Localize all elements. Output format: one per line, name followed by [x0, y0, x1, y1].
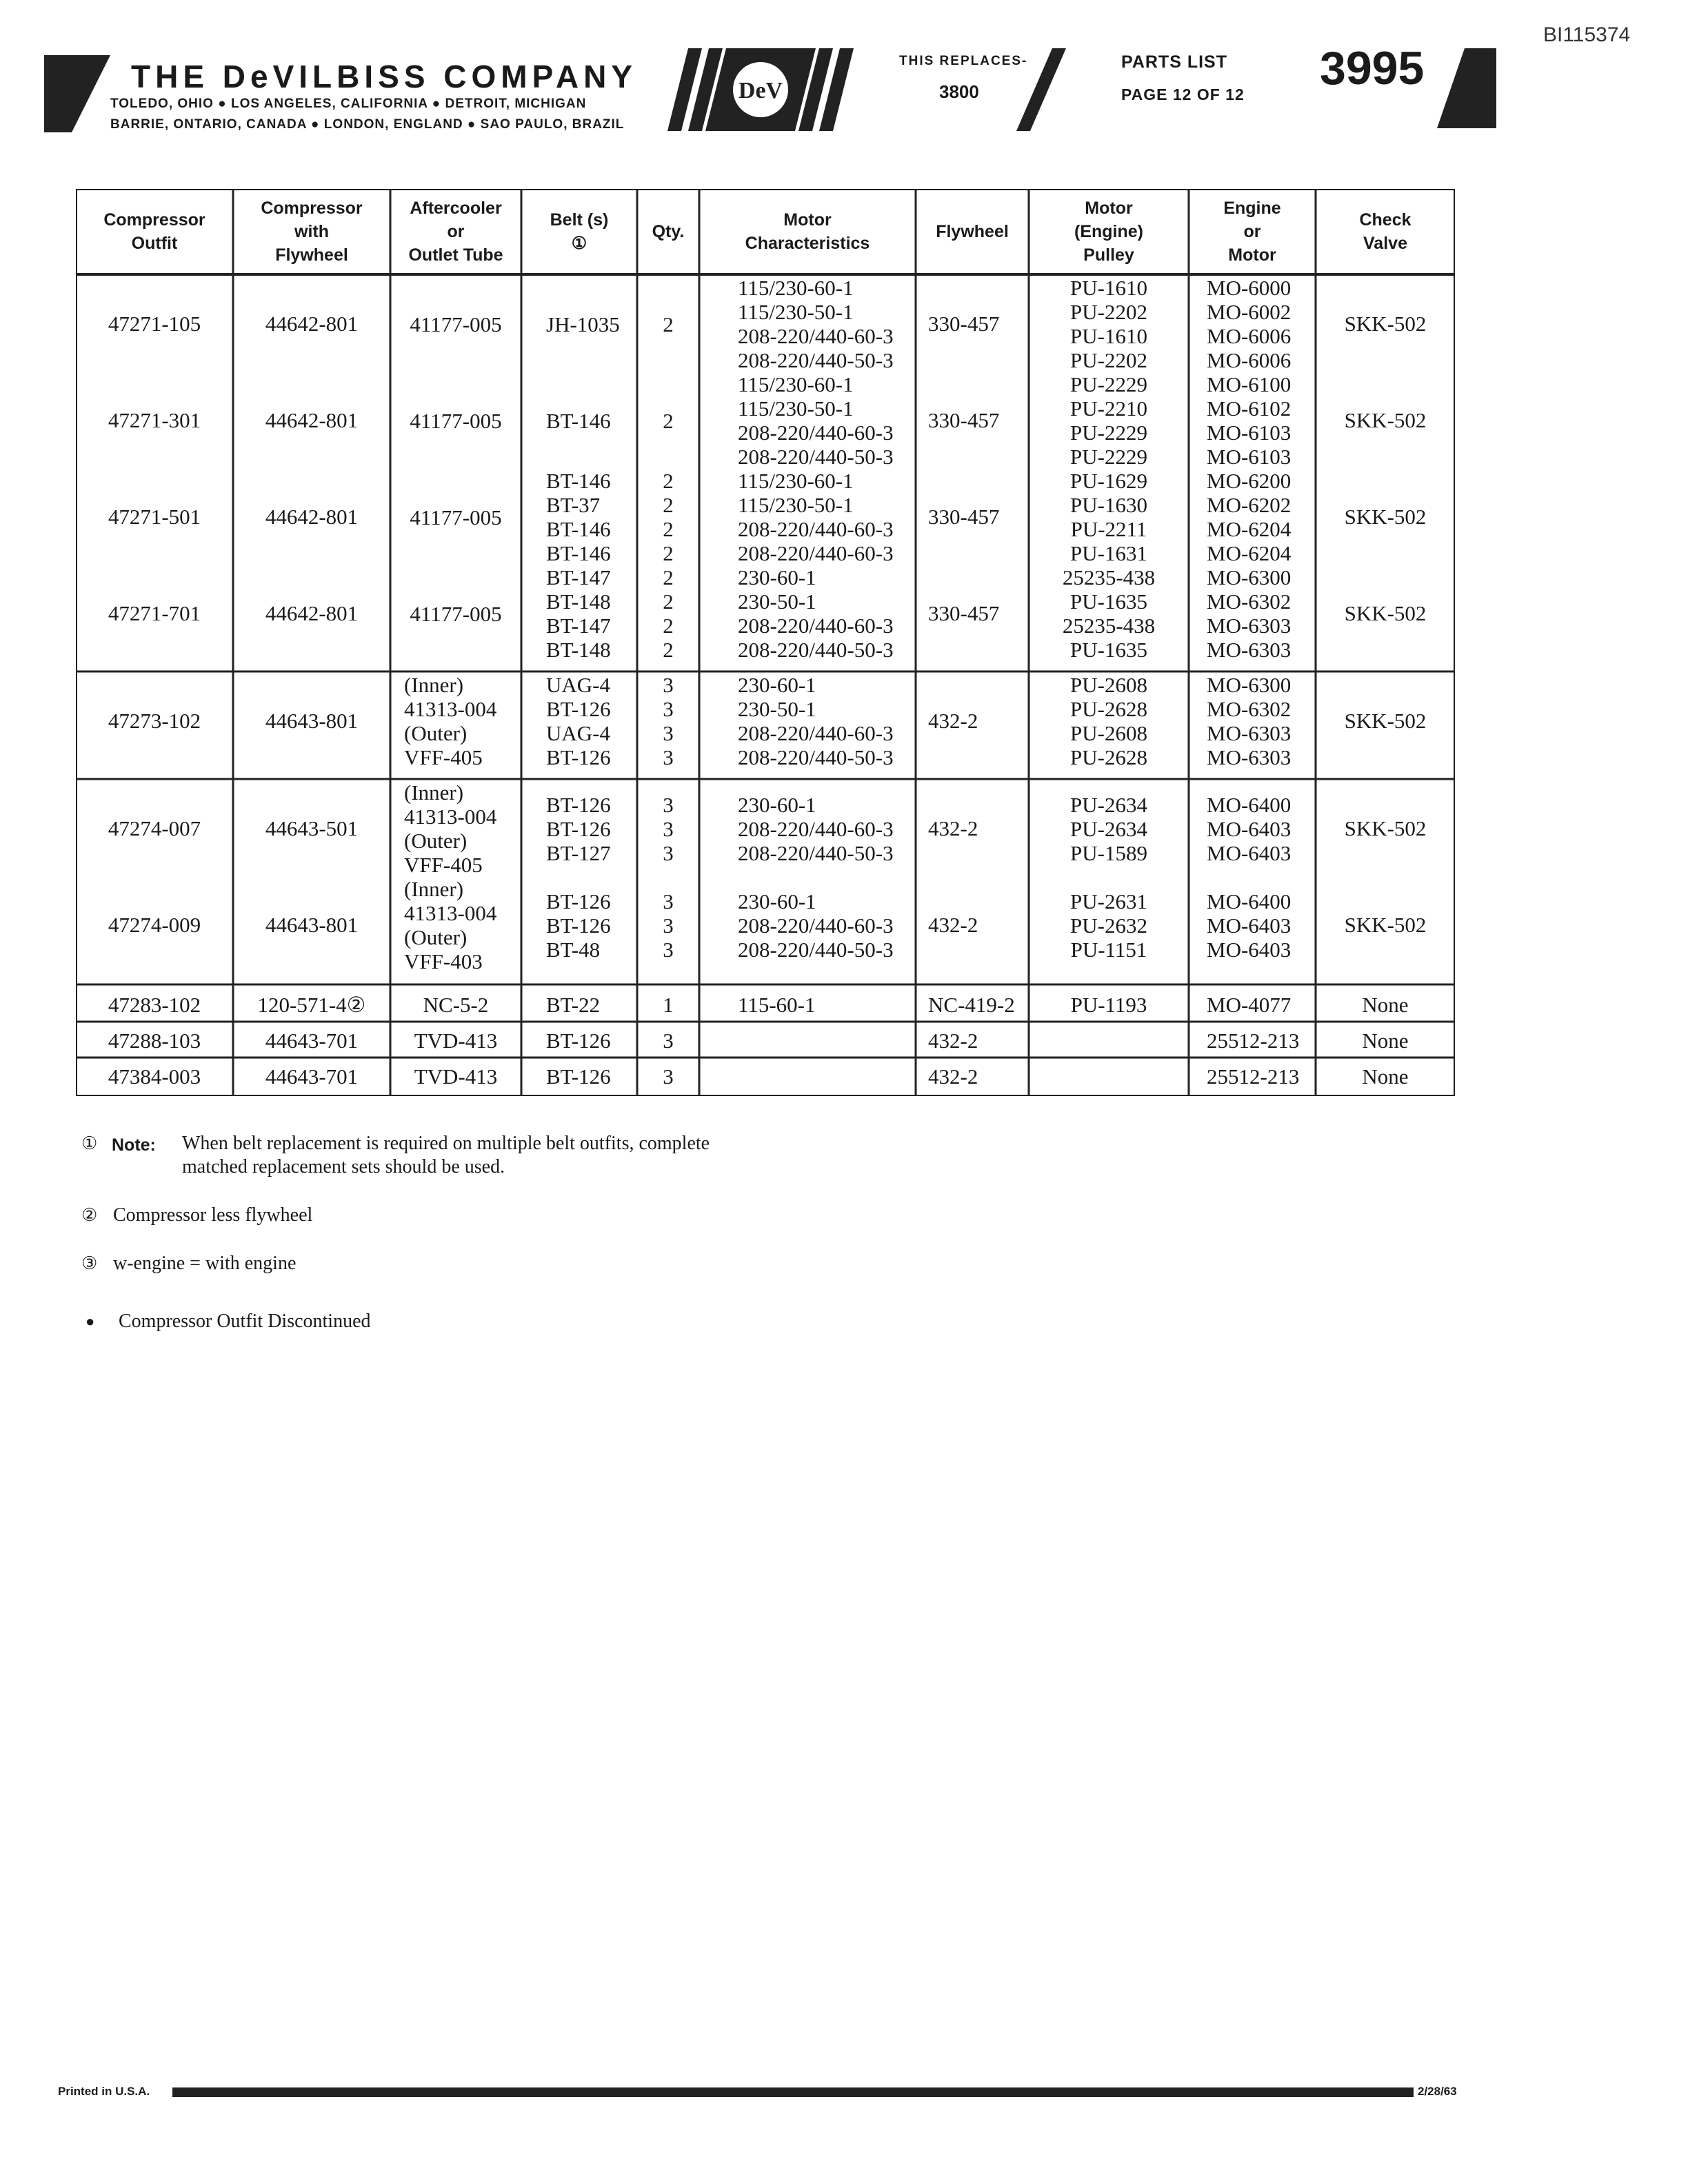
check-valve-cell: SKK-502	[1344, 913, 1427, 937]
devilbiss-emblem	[667, 48, 874, 131]
motor-value: 208-220/440-50-3	[738, 445, 894, 469]
qty-value: 2	[663, 493, 674, 517]
belts-value: BT-126	[546, 745, 611, 769]
pulley-list	[1029, 565, 1189, 662]
pulley-value: PU-2631	[1070, 889, 1147, 913]
note2-marker: ②	[81, 1205, 98, 1225]
engine-value: MO-6006	[1207, 348, 1292, 372]
belts-value: BT-148	[546, 638, 611, 662]
belts-list	[546, 793, 611, 865]
pulley-cell: PU-1193	[1070, 993, 1147, 1017]
qty-list	[637, 409, 699, 433]
qty-value: 2	[663, 541, 674, 565]
engine-value: MO-6102	[1207, 396, 1292, 421]
aftercooler-value: 41177-005	[410, 601, 502, 626]
pulley-value: PU-1610	[1070, 276, 1147, 300]
motor-value: 208-220/440-60-3	[738, 324, 894, 348]
aftercooler-value: VFF-405	[404, 853, 483, 877]
motor-list	[738, 276, 894, 372]
engine-value: MO-6400	[1207, 792, 1292, 817]
footer-bar	[172, 2087, 1414, 2097]
column-header: Motor Characteristics	[745, 210, 870, 253]
motor-list	[738, 889, 894, 962]
document-id: BI115374	[1543, 23, 1631, 46]
belts-cell: BT-126	[546, 1064, 611, 1089]
motor-value: 208-220/440-50-3	[738, 638, 894, 662]
check-valve-cell: SKK-502	[1344, 709, 1427, 733]
belts-value: BT-48	[546, 937, 601, 962]
aftercooler-value: VFF-405	[404, 745, 483, 769]
belts-list	[546, 312, 620, 336]
qty-value: 2	[663, 589, 674, 614]
pulley-list	[1029, 469, 1189, 565]
engine-list	[1207, 372, 1291, 469]
pulley-value: PU-2210	[1070, 396, 1147, 421]
motor-value: 230-50-1	[738, 697, 816, 721]
engine-value: MO-6300	[1207, 565, 1292, 589]
engine-list	[1207, 469, 1291, 565]
column-header: Compressor with Flywheel	[261, 199, 363, 265]
pulley-value: PU-1629	[1070, 469, 1147, 493]
note1-line2: matched replacement sets should be used.	[182, 1156, 505, 1177]
engine-cell: 25512-213	[1207, 1029, 1300, 1053]
motor-value: 230-50-1	[738, 589, 816, 614]
compressor-cell: 44643-501	[265, 816, 359, 840]
pulley-value: PU-2229	[1070, 445, 1147, 469]
engine-value: MO-6103	[1207, 445, 1292, 469]
check-valve-cell: SKK-502	[1344, 408, 1427, 432]
aftercooler-value: VFF-403	[404, 949, 483, 973]
column-header: Engine or Motor	[1223, 199, 1281, 265]
replaces-label: THIS REPLACES-	[899, 54, 1028, 68]
compressor-cell: 44642-801	[265, 312, 359, 336]
qty-cell: 3	[663, 1064, 674, 1089]
aftercooler-cell: NC-5-2	[423, 993, 489, 1017]
motor-list	[738, 673, 894, 769]
belts-list	[546, 673, 611, 769]
pulley-list	[1029, 372, 1189, 469]
engine-list	[1207, 673, 1291, 769]
belts-value: UAG-4	[546, 673, 610, 697]
aftercooler-value: 41313-004	[404, 805, 497, 829]
belts-value: BT-147	[546, 565, 611, 589]
qty-value: 3	[663, 697, 674, 721]
qty-list	[637, 469, 699, 565]
parts-table	[76, 189, 1455, 1096]
qty-value: 3	[663, 816, 674, 841]
motor-value: 208-220/440-60-3	[738, 541, 894, 565]
belts-value: BT-126	[546, 816, 611, 841]
column-header: Belt (s) ①	[550, 210, 609, 253]
pulley-list	[1029, 276, 1189, 372]
qty-value: 2	[663, 614, 674, 638]
qty-value: 2	[663, 408, 674, 433]
motor-list	[738, 469, 894, 565]
qty-list	[637, 793, 699, 865]
aftercooler-value: (Inner)	[404, 780, 464, 805]
belts-list	[546, 889, 611, 962]
motor-value: 208-220/440-60-3	[738, 517, 894, 541]
check-valve-cell: None	[1362, 1029, 1409, 1053]
company-name: THE DeVILBISS COMPANY	[131, 59, 637, 94]
engine-value: MO-6403	[1207, 840, 1292, 865]
compressor-cell: 120-571-4②	[257, 993, 366, 1017]
engine-value: MO-6302	[1207, 697, 1292, 721]
aftercooler-value: (Outer)	[404, 829, 468, 853]
motor-value: 230-60-1	[738, 565, 816, 589]
outfit-cell: 47271-501	[108, 505, 201, 529]
qty-value: 2	[663, 517, 674, 541]
motor-value: 208-220/440-50-3	[738, 745, 894, 769]
belts-value: BT-147	[546, 614, 611, 638]
belts-value: JH-1035	[546, 312, 620, 336]
column-header: Qty.	[652, 222, 685, 241]
motor-value: 208-220/440-60-3	[738, 421, 894, 445]
footer-date: 2/28/63	[1418, 2085, 1457, 2098]
pulley-value: PU-1630	[1070, 493, 1147, 517]
pulley-value: PU-2211	[1070, 517, 1147, 541]
pulley-list	[1029, 793, 1189, 865]
motor-list	[738, 793, 894, 865]
belts-value: BT-126	[546, 889, 611, 913]
qty-value: 2	[663, 638, 674, 662]
outfit-cell: 47271-301	[108, 408, 201, 432]
motor-value: 115/230-50-1	[738, 396, 854, 421]
check-valve-cell: SKK-502	[1344, 601, 1427, 625]
column-header: Aftercooler or Outlet Tube	[408, 199, 503, 265]
outfit-cell: 47283-102	[108, 993, 201, 1017]
belts-value: BT-146	[546, 541, 611, 565]
engine-value: MO-6302	[1207, 589, 1292, 614]
pulley-value: PU-1151	[1070, 937, 1147, 962]
belts-cell: BT-126	[546, 1029, 611, 1053]
outfit-cell: 47271-105	[108, 312, 201, 336]
aftercooler-value: 41177-005	[410, 408, 502, 433]
motor-value: 115/230-60-1	[738, 469, 854, 493]
note4-marker: ●	[86, 1313, 95, 1330]
pulley-value: PU-1635	[1070, 638, 1147, 662]
company-logo-left	[44, 55, 110, 132]
engine-list	[1207, 565, 1291, 662]
check-valve-cell: SKK-502	[1344, 505, 1427, 529]
pulley-value: PU-1631	[1070, 541, 1147, 565]
motor-value: 115/230-60-1	[738, 372, 854, 396]
engine-value: MO-6103	[1207, 421, 1292, 445]
aftercooler-value: (Inner)	[404, 877, 464, 901]
pulley-value: PU-1635	[1070, 589, 1147, 614]
pulley-value: PU-2632	[1070, 913, 1147, 938]
flywheel-cell: 432-2	[928, 1029, 978, 1053]
aftercooler-list	[390, 312, 521, 336]
pulley-value: PU-2634	[1070, 816, 1147, 841]
check-valve-cell: None	[1362, 1064, 1409, 1089]
engine-value: MO-6403	[1207, 937, 1292, 962]
motor-value: 208-220/440-60-3	[738, 913, 894, 938]
aftercooler-list	[404, 780, 496, 877]
aftercooler-list	[390, 602, 521, 626]
pulley-list	[1029, 673, 1189, 769]
aftercooler-value: 41313-004	[404, 901, 497, 925]
qty-cell: 1	[663, 993, 674, 1017]
aftercooler-value: 41177-005	[410, 505, 502, 529]
qty-value: 3	[663, 840, 674, 865]
belts-list	[546, 409, 611, 433]
belts-value: BT-146	[546, 469, 611, 493]
motor-value: 208-220/440-60-3	[738, 816, 894, 841]
note1-marker: ①	[81, 1133, 98, 1153]
pulley-value: PU-2229	[1070, 421, 1147, 445]
motor-list	[738, 565, 894, 662]
engine-value: MO-6300	[1207, 673, 1292, 697]
column-header: Flywheel	[936, 222, 1009, 241]
outfit-cell: 47273-102	[108, 709, 201, 733]
pulley-value: PU-2202	[1070, 300, 1147, 324]
check-valve-cell: None	[1362, 993, 1409, 1017]
motor-value: 208-220/440-60-3	[738, 721, 894, 745]
qty-value: 2	[663, 565, 674, 589]
aftercooler-value: (Outer)	[404, 925, 468, 949]
aftercooler-value: 41177-005	[410, 312, 502, 336]
belts-value: UAG-4	[546, 721, 610, 745]
motor-value: 115/230-50-1	[738, 300, 854, 324]
flywheel-cell: 432-2	[928, 816, 978, 840]
note2-text: Compressor less flywheel	[113, 1204, 313, 1226]
pulley-value: PU-2628	[1070, 697, 1147, 721]
belts-value: BT-146	[546, 408, 611, 433]
engine-value: MO-6200	[1207, 469, 1292, 493]
aftercooler-value: (Outer)	[404, 721, 468, 745]
company-address-line1: TOLEDO, OHIO ● LOS ANGELES, CALIFORNIA ● DETROIT, MICHIGAN	[110, 97, 587, 111]
pulley-value: PU-2628	[1070, 745, 1147, 769]
company-logo-right	[1437, 48, 1496, 128]
note3-marker: ③	[81, 1253, 98, 1273]
compressor-cell: 44643-701	[265, 1029, 359, 1053]
engine-cell: 25512-213	[1207, 1064, 1300, 1089]
pulley-value: PU-2608	[1070, 721, 1147, 745]
belts-cell: BT-22	[546, 993, 601, 1017]
qty-value: 3	[663, 673, 674, 697]
check-valve-cell: SKK-502	[1344, 312, 1427, 336]
engine-value: MO-6303	[1207, 745, 1292, 769]
motor-value: 115/230-50-1	[738, 493, 854, 517]
qty-cell: 3	[663, 1029, 674, 1053]
aftercooler-list	[390, 505, 521, 529]
pulley-value: PU-2634	[1070, 792, 1147, 817]
flywheel-cell: 432-2	[928, 1064, 978, 1089]
aftercooler-cell: TVD-413	[414, 1064, 498, 1089]
compressor-cell: 44643-801	[265, 913, 359, 937]
motor-value: 208-220/440-50-3	[738, 348, 894, 372]
belts-list	[546, 565, 611, 662]
engine-value: MO-6204	[1207, 517, 1292, 541]
printed-in-usa: Printed in U.S.A.	[58, 2085, 150, 2098]
aftercooler-cell: TVD-413	[414, 1029, 498, 1053]
flywheel-cell: 330-457	[928, 408, 1000, 432]
emblem-text: DeV	[738, 78, 783, 103]
note1-line1: When belt replacement is required on multiple belt outfits, complete	[182, 1133, 710, 1154]
flywheel-cell: 432-2	[928, 709, 978, 733]
engine-value: MO-6303	[1207, 721, 1292, 745]
aftercooler-value: (Inner)	[404, 673, 464, 697]
motor-value: 230-60-1	[738, 889, 816, 913]
header-divider-slash	[1014, 48, 1069, 131]
qty-list	[637, 312, 699, 336]
flywheel-cell: NC-419-2	[928, 993, 1015, 1017]
compressor-cell: 44642-801	[265, 408, 359, 432]
engine-value: MO-6002	[1207, 300, 1292, 324]
engine-value: MO-6204	[1207, 541, 1292, 565]
note3-text: w-engine = with engine	[113, 1253, 297, 1274]
qty-value: 3	[663, 937, 674, 962]
belts-value: BT-126	[546, 792, 611, 817]
qty-value: 3	[663, 792, 674, 817]
qty-value: 3	[663, 913, 674, 938]
pulley-value: PU-2202	[1070, 348, 1147, 372]
belts-value: BT-37	[546, 493, 601, 517]
compressor-cell: 44643-701	[265, 1064, 359, 1089]
check-valve-cell: SKK-502	[1344, 816, 1427, 840]
compressor-cell: 44642-801	[265, 505, 359, 529]
engine-list	[1207, 793, 1291, 865]
note4-text: Compressor Outfit Discontinued	[119, 1311, 371, 1332]
pulley-value: 25235-438	[1062, 565, 1156, 589]
flywheel-cell: 330-457	[928, 312, 1000, 336]
note1-label: Note:	[112, 1135, 156, 1155]
column-header: Check Valve	[1359, 210, 1411, 253]
pulley-value: 25235-438	[1062, 614, 1156, 638]
belts-list	[546, 469, 611, 565]
aftercooler-list	[404, 673, 496, 769]
column-header: Compressor Outfit	[103, 210, 205, 253]
belts-value: BT-146	[546, 517, 611, 541]
qty-value: 2	[663, 312, 674, 336]
qty-value: 2	[663, 469, 674, 493]
motor-value: 208-220/440-50-3	[738, 840, 894, 865]
column-header: Motor (Engine) Pulley	[1074, 199, 1143, 265]
belts-value: BT-127	[546, 840, 611, 865]
belts-value: BT-126	[546, 697, 611, 721]
belts-value: BT-126	[546, 913, 611, 938]
pulley-value: PU-2608	[1070, 673, 1147, 697]
flywheel-cell: 432-2	[928, 913, 978, 937]
motor-cell: 115-60-1	[738, 993, 816, 1017]
aftercooler-value: 41313-004	[404, 697, 497, 721]
outfit-cell: 47271-701	[108, 601, 201, 625]
aftercooler-list	[390, 409, 521, 433]
pulley-value: PU-2229	[1070, 372, 1147, 396]
compressor-cell: 44643-801	[265, 709, 359, 733]
qty-value: 3	[663, 745, 674, 769]
engine-value: MO-6403	[1207, 913, 1292, 938]
motor-value: 208-220/440-60-3	[738, 614, 894, 638]
aftercooler-list	[404, 877, 496, 973]
belts-value: BT-148	[546, 589, 611, 614]
engine-list	[1207, 276, 1291, 372]
pulley-value: PU-1610	[1070, 324, 1147, 348]
engine-value: MO-6000	[1207, 276, 1292, 300]
motor-value: 230-60-1	[738, 792, 816, 817]
pulley-value: PU-1589	[1070, 840, 1147, 865]
replaces-value: 3800	[939, 81, 979, 102]
document-number: 3995	[1320, 42, 1425, 94]
flywheel-cell: 330-457	[928, 601, 1000, 625]
engine-cell: MO-4077	[1207, 993, 1292, 1017]
motor-list	[738, 372, 894, 469]
company-address-line2: BARRIE, ONTARIO, CANADA ● LONDON, ENGLAND ● SAO PAULO, BRAZIL	[110, 117, 625, 132]
outfit-cell: 47274-009	[108, 913, 201, 937]
outfit-cell: 47384-003	[108, 1064, 201, 1089]
compressor-cell: 44642-801	[265, 601, 359, 625]
qty-list	[637, 673, 699, 769]
parts-list-label: PARTS LIST	[1121, 52, 1227, 72]
motor-value: 230-60-1	[738, 673, 816, 697]
motor-value: 115/230-60-1	[738, 276, 854, 300]
qty-value: 3	[663, 721, 674, 745]
engine-list	[1207, 889, 1291, 962]
engine-value: MO-6303	[1207, 614, 1292, 638]
qty-value: 3	[663, 889, 674, 913]
qty-list	[637, 889, 699, 962]
engine-value: MO-6202	[1207, 493, 1292, 517]
engine-value: MO-6403	[1207, 816, 1292, 841]
engine-value: MO-6100	[1207, 372, 1292, 396]
flywheel-cell: 330-457	[928, 505, 1000, 529]
outfit-cell: 47274-007	[108, 816, 201, 840]
page-info: PAGE 12 OF 12	[1121, 85, 1245, 103]
qty-list	[637, 565, 699, 662]
engine-value: MO-6303	[1207, 638, 1292, 662]
motor-value: 208-220/440-50-3	[738, 937, 894, 962]
engine-value: MO-6006	[1207, 324, 1292, 348]
outfit-cell: 47288-103	[108, 1029, 201, 1053]
pulley-list	[1029, 889, 1189, 962]
engine-value: MO-6400	[1207, 889, 1292, 913]
